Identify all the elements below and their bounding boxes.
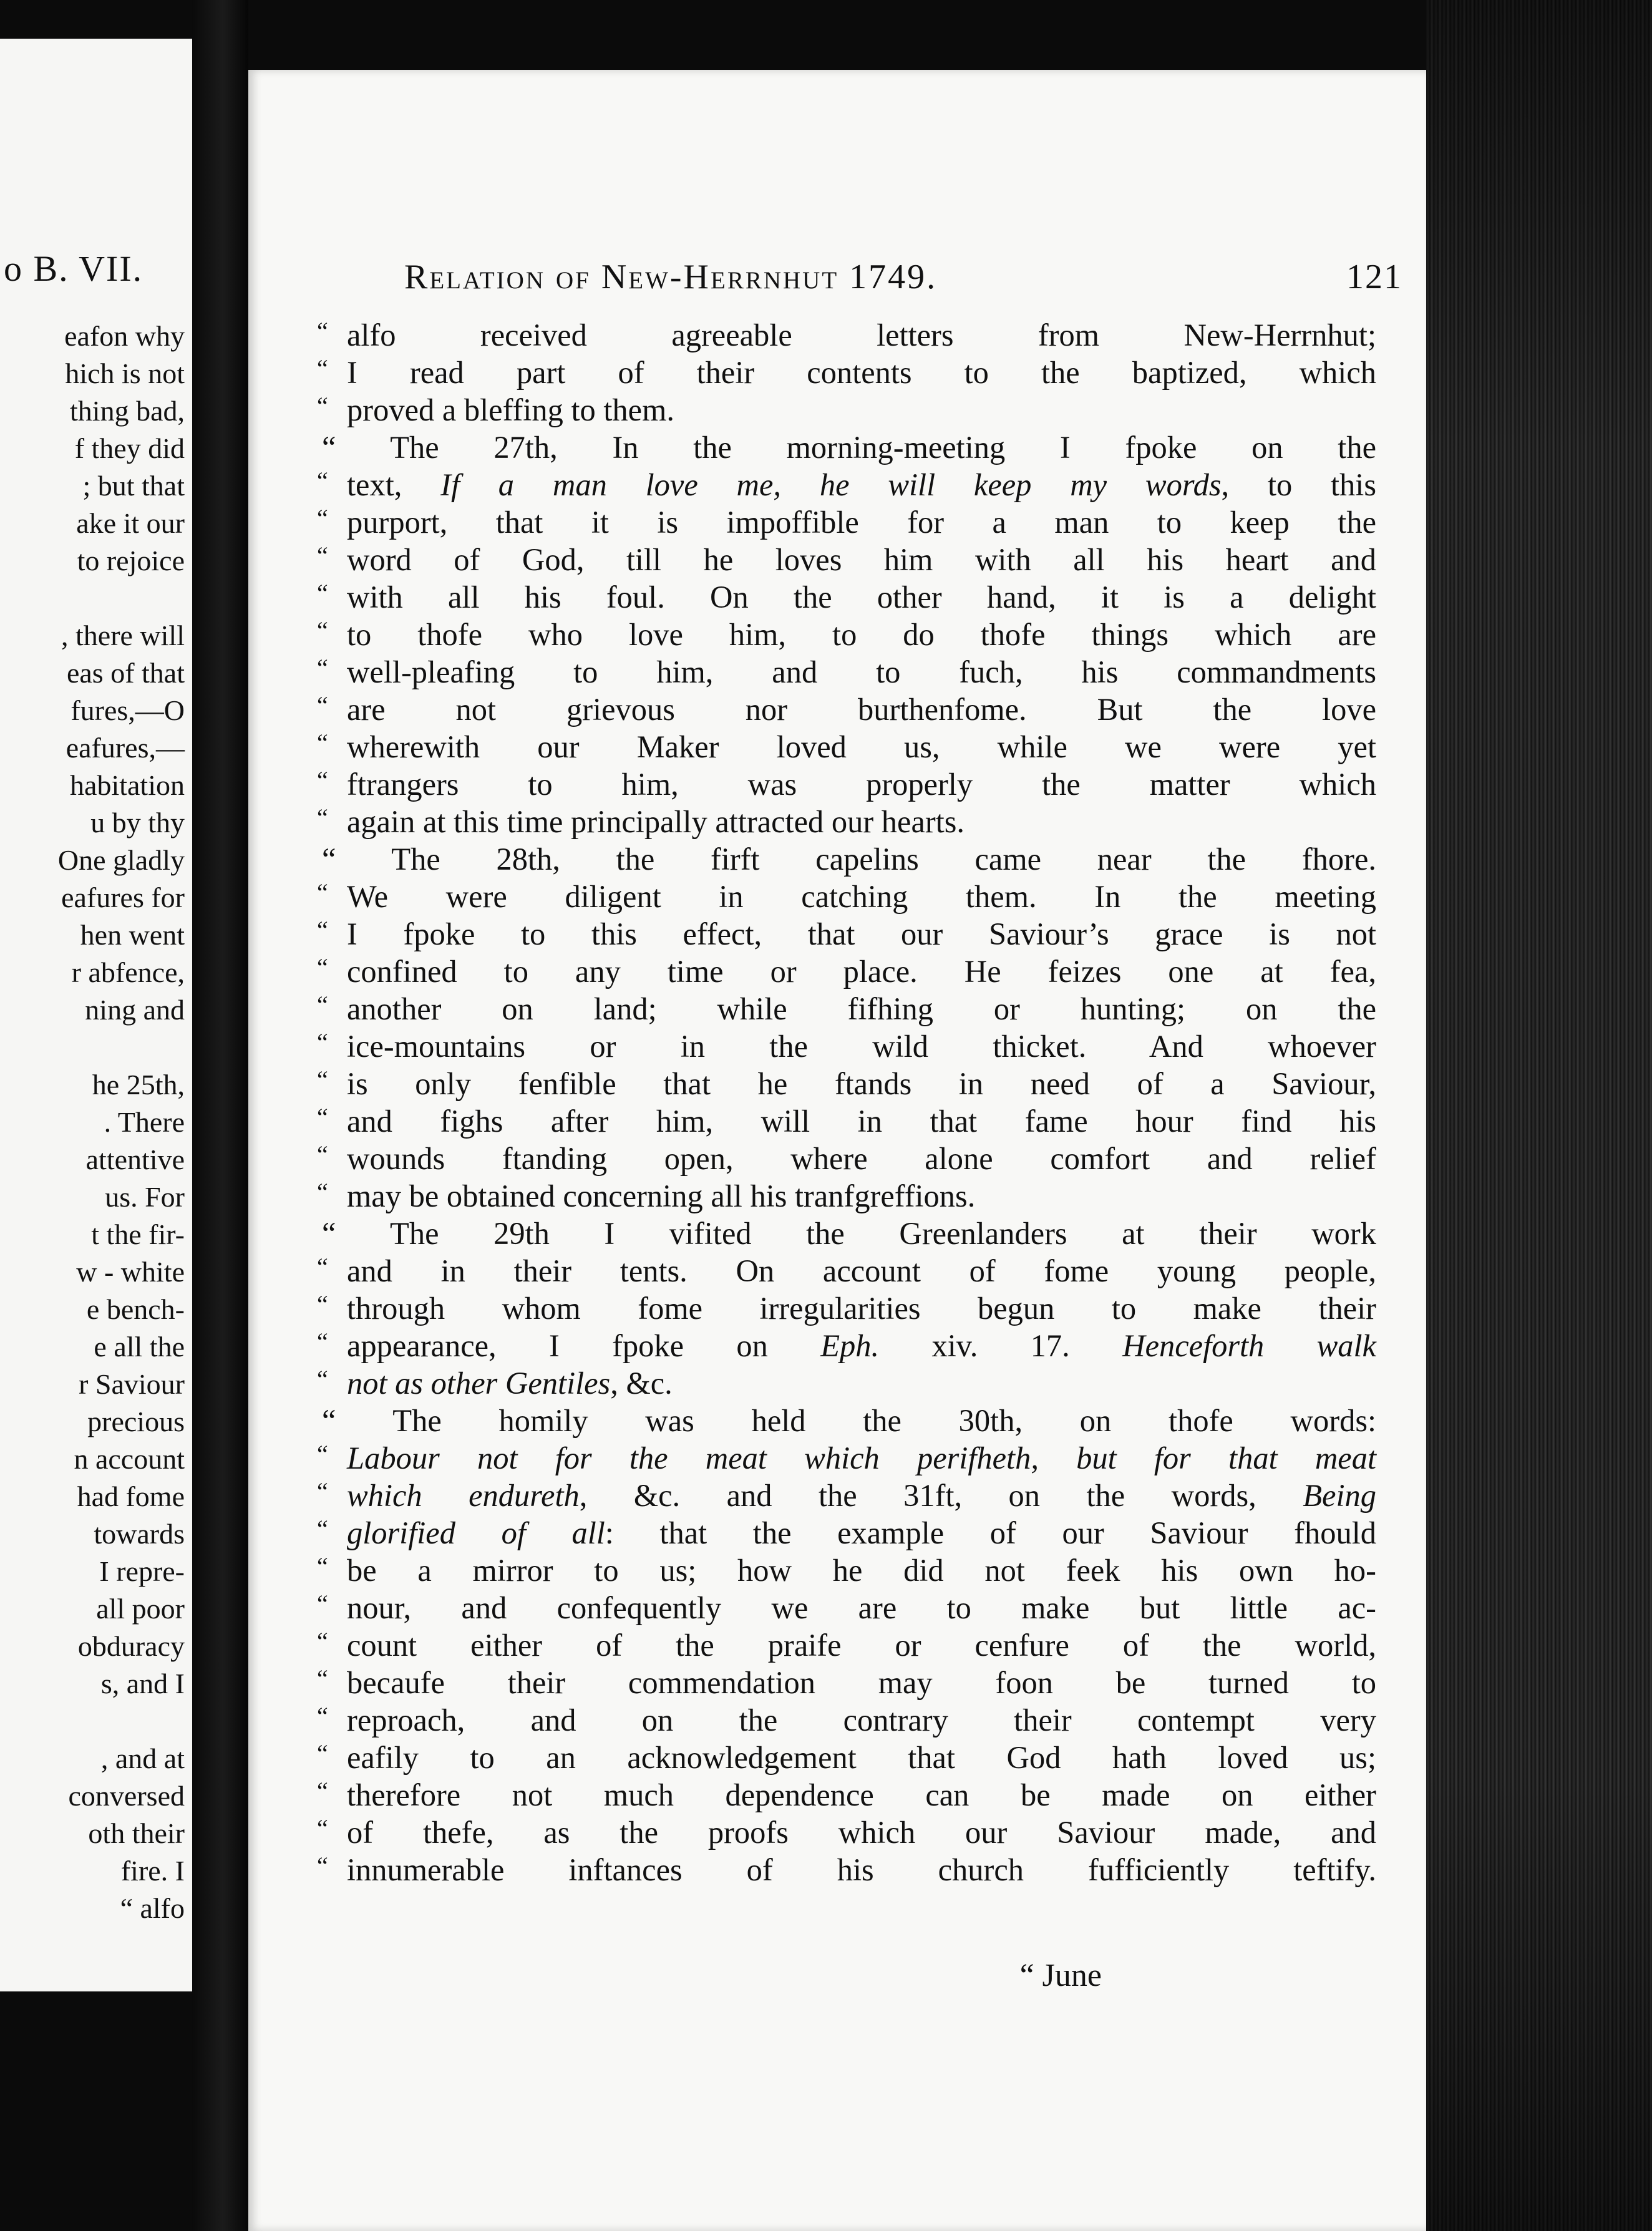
line-segment: proved a bleffing to them.: [347, 392, 674, 427]
quotation-mark: “: [317, 1028, 328, 1056]
line-segment: reproach, and on the contrary their contempt very: [347, 1703, 1376, 1738]
line-segment: is only fenfible that he ftands in need of a Saviour,: [347, 1066, 1376, 1101]
text-line: [317, 1626, 1396, 1664]
line-text: [347, 1739, 1376, 1776]
quotation-mark: “: [317, 579, 328, 607]
text-line: [317, 354, 1396, 391]
text-line: [317, 1402, 1396, 1439]
line-text: [347, 578, 1376, 616]
text-line: [317, 1364, 1396, 1402]
line-segment: I read part of their contents to the baptized, which: [347, 355, 1376, 390]
line-segment: well-pleafing to him, and to fuch, his commandments: [347, 654, 1376, 689]
text-line: [317, 541, 1396, 578]
facing-page-line: conversed: [68, 1780, 185, 1812]
running-header: [404, 257, 1402, 301]
line-text: [347, 541, 1376, 578]
text-line: [317, 1439, 1396, 1477]
line-text: [347, 503, 1376, 541]
line-text: [347, 1626, 1376, 1664]
line-text: [347, 803, 1376, 840]
facing-page-line: us. For: [105, 1181, 185, 1213]
text-line: [317, 990, 1396, 1028]
quotation-mark: “: [317, 953, 328, 981]
quotation-mark: “: [317, 991, 328, 1019]
line-text: [347, 1851, 1376, 1888]
line-text: [347, 616, 1376, 653]
facing-page-line: f they did: [74, 432, 185, 464]
text-line: [317, 1290, 1396, 1327]
facing-page-line: precious: [87, 1406, 185, 1437]
text-line: [317, 1477, 1396, 1514]
facing-page-line: e bench-: [86, 1293, 185, 1325]
quotation-mark: “: [317, 354, 328, 382]
line-text: [347, 953, 1376, 990]
body-text: [317, 316, 1396, 1888]
text-line: [317, 1776, 1396, 1814]
book-gutter: [192, 0, 248, 2231]
line-text: [347, 1514, 1376, 1552]
line-text: [347, 1439, 1376, 1477]
facing-page-line: fures,—O: [70, 694, 185, 726]
line-segment: be a mirror to us; how he did not feek his own ho-: [347, 1553, 1376, 1588]
text-line: [317, 1177, 1396, 1215]
quotation-mark: “: [317, 1814, 328, 1842]
text-line: [317, 766, 1396, 803]
text-line: [317, 503, 1396, 541]
text-line: [317, 878, 1396, 915]
facing-page-line: eafon why: [64, 320, 185, 352]
line-text: [347, 878, 1376, 915]
italic-text: Henceforth walk: [1122, 1328, 1376, 1363]
facing-page-line: ake it our: [76, 507, 185, 539]
line-text: [322, 429, 1376, 466]
quotation-mark: “: [317, 1477, 328, 1505]
text-line: [317, 1851, 1396, 1888]
facing-page-line: fire. I: [120, 1855, 185, 1887]
text-line: [317, 616, 1396, 653]
line-segment: therefore not much dependence can be made on either: [347, 1777, 1376, 1812]
quotation-mark: “: [317, 1328, 328, 1356]
line-text: [347, 728, 1376, 766]
text-line: [317, 1589, 1396, 1626]
quotation-mark: “: [317, 616, 328, 644]
line-segment: “ The 27th, In the morning-meeting I fpoke on the: [322, 430, 1376, 465]
facing-page-line: , there will: [61, 620, 185, 651]
text-line: [317, 429, 1396, 466]
line-text: [347, 391, 1376, 429]
italic-text: Eph.: [820, 1328, 880, 1363]
line-segment: to thofe who love him, to do thofe things which are: [347, 617, 1376, 652]
line-text: [347, 1664, 1376, 1701]
facing-page-line: I repre-: [99, 1555, 185, 1587]
facing-page-line: towards: [94, 1518, 185, 1550]
quotation-mark: “: [317, 766, 328, 794]
quotation-mark: “: [317, 1253, 328, 1281]
quotation-mark: “: [317, 1515, 328, 1543]
quotation-mark: “: [317, 504, 328, 532]
line-segment: through whom fome irregularities begun to make their: [347, 1291, 1376, 1326]
text-line: [317, 1028, 1396, 1065]
quotation-mark: “: [317, 1140, 328, 1169]
facing-page-line: r abfence,: [71, 956, 185, 988]
line-segment: xiv. 17.: [879, 1328, 1123, 1363]
line-segment: innumerable inftances of his church fufficiently teftify.: [347, 1852, 1376, 1887]
line-text: [347, 653, 1376, 691]
text-line: [317, 1102, 1396, 1140]
line-text: [322, 1402, 1376, 1439]
line-segment: “ The 29th I vifited the Greenlanders at their work: [322, 1216, 1376, 1251]
quotation-mark: “: [317, 691, 328, 719]
text-line: [317, 953, 1396, 990]
quotation-mark: “: [317, 1552, 328, 1580]
quotation-mark: “: [317, 1365, 328, 1393]
quotation-mark: “: [317, 1852, 328, 1880]
quotation-mark: “: [317, 878, 328, 906]
facing-page-line: to rejoice: [77, 545, 185, 576]
facing-page-line: eas of that: [66, 657, 185, 689]
facing-page-line: s, and I: [100, 1668, 185, 1699]
line-text: [347, 1477, 1376, 1514]
line-text: [347, 1028, 1376, 1065]
text-line: [317, 1514, 1396, 1552]
line-text: [347, 1327, 1376, 1364]
line-text: [347, 1364, 1376, 1402]
line-segment: with all his foul. On the other hand, it is a delight: [347, 580, 1376, 615]
line-segment: ftrangers to him, was properly the matter which: [347, 767, 1376, 802]
quotation-mark: “: [317, 1440, 328, 1468]
line-segment: purport, that it is impoffible for a man to keep the: [347, 505, 1376, 540]
line-text: [347, 990, 1376, 1028]
text-line: [317, 1739, 1396, 1776]
text-line: [317, 1140, 1396, 1177]
line-segment: ice-mountains or in the wild thicket. And whoever: [347, 1029, 1376, 1064]
text-line: [317, 578, 1396, 616]
quotation-mark: “: [317, 1739, 328, 1767]
line-segment: : that the example of our Saviour fhould: [605, 1515, 1376, 1550]
line-text: [347, 1252, 1376, 1290]
quotation-mark: “: [317, 916, 328, 944]
text-line: [317, 1552, 1396, 1589]
line-segment: alfo received agreeable letters from New-Herrnhut;: [347, 318, 1376, 352]
text-line: [317, 1215, 1396, 1252]
quotation-mark: “: [317, 1103, 328, 1131]
line-segment: wherewith our Maker loved us, while we were yet: [347, 729, 1376, 764]
facing-page-line: ning and: [85, 994, 185, 1026]
text-line: [317, 691, 1396, 728]
quotation-mark: “: [317, 729, 328, 757]
facing-page-line: ; but that: [82, 470, 185, 502]
facing-page-line: One gladly: [57, 844, 185, 876]
italic-text: not as other Gentiles: [347, 1366, 611, 1401]
line-segment: again at this time principally attracted our hearts.: [347, 804, 965, 839]
facing-page-line: all poor: [96, 1593, 185, 1625]
quotation-mark: “: [317, 804, 328, 832]
facing-page-line: n account: [74, 1443, 185, 1475]
line-text: [347, 691, 1376, 728]
facing-page-line: . There: [104, 1106, 185, 1138]
text-line: [317, 1664, 1396, 1701]
quotation-mark: “: [317, 467, 328, 495]
text-line: [317, 391, 1396, 429]
facing-page-line: eafures,—: [66, 732, 185, 764]
line-segment: becaufe their commendation may foon be turned to: [347, 1665, 1376, 1700]
facing-page-line: “ alfo: [120, 1892, 185, 1924]
quotation-mark: “: [317, 654, 328, 682]
text-line: [317, 915, 1396, 953]
line-segment: , &c.: [610, 1366, 673, 1401]
facing-page-line: he 25th,: [92, 1069, 185, 1101]
page-number: 121: [1346, 258, 1402, 296]
line-text: [347, 1552, 1376, 1589]
line-text: [347, 1776, 1376, 1814]
line-segment: wounds ftanding open, where alone comfort and relief: [347, 1141, 1376, 1176]
quotation-mark: “: [317, 392, 328, 420]
line-segment: of thefe, as the proofs which our Saviour made, and: [347, 1815, 1376, 1850]
facing-page-line: eafures for: [61, 882, 185, 913]
line-text: [347, 316, 1376, 354]
facing-page-line: w - white: [76, 1256, 185, 1288]
italic-text: Being: [1303, 1478, 1376, 1513]
quotation-mark: “: [317, 1290, 328, 1318]
line-segment: and fighs after him, will in that fame hour find his: [347, 1104, 1376, 1139]
line-text: [347, 354, 1376, 391]
text-line: [317, 803, 1396, 840]
line-segment: count either of the praife or cenfure of the world,: [347, 1628, 1376, 1663]
line-text: [347, 1102, 1376, 1140]
text-line: [317, 316, 1396, 354]
quotation-mark: “: [317, 1178, 328, 1206]
text-line: [317, 1701, 1396, 1739]
fore-edge-shadow: [1426, 0, 1652, 2231]
facing-page-running-header: o B. VII.: [4, 248, 143, 289]
text-line: [317, 466, 1396, 503]
italic-text: glorified of all: [347, 1515, 605, 1550]
quotation-mark: “: [317, 317, 328, 345]
text-line: [317, 1814, 1396, 1851]
line-text: [347, 915, 1376, 953]
quotation-mark: “: [317, 1590, 328, 1618]
facing-page-line: habitation: [70, 769, 185, 801]
quotation-mark: “: [317, 1777, 328, 1805]
line-segment: We were diligent in catching them. In the meeting: [347, 879, 1376, 914]
line-text: [347, 1701, 1376, 1739]
facing-page-line: attentive: [85, 1144, 185, 1175]
line-segment: I fpoke to this effect, that our Saviour’s grace is not: [347, 916, 1376, 951]
facing-page-line: had fome: [77, 1480, 185, 1512]
line-segment: confined to any time or place. He feizes one at fea,: [347, 954, 1376, 989]
line-segment: , &c. and the 31ft, on the words,: [579, 1478, 1303, 1513]
text-line: [317, 653, 1396, 691]
facing-page-line: u by thy: [90, 807, 185, 838]
main-page: [248, 70, 1426, 2231]
line-segment: , to this: [1221, 467, 1376, 502]
line-segment: “ The 28th, the firft capelins came near the fhore.: [322, 842, 1376, 877]
quotation-mark: “: [317, 1627, 328, 1655]
line-text: [347, 766, 1376, 803]
line-segment: nour, and confequently we are to make but little ac-: [347, 1590, 1376, 1625]
line-text: [347, 1065, 1376, 1102]
text-line: [317, 1252, 1396, 1290]
text-line: [317, 728, 1396, 766]
italic-text: which endureth: [347, 1478, 580, 1513]
quotation-mark: “: [317, 1066, 328, 1094]
facing-page-line: r Saviour: [79, 1368, 185, 1400]
line-segment: another on land; while fifhing or hunting; on the: [347, 991, 1376, 1026]
catchword: “ June: [1019, 1958, 1102, 1993]
italic-text: If a man love me, he will keep my words: [440, 467, 1222, 502]
facing-page-line: hen went: [80, 919, 185, 951]
facing-page-line: hich is not: [65, 357, 185, 389]
line-segment: appearance, I fpoke on: [347, 1328, 821, 1363]
line-text: [347, 1140, 1376, 1177]
italic-text: Labour not for the meat which perifheth, but for that meat: [347, 1441, 1376, 1475]
facing-page-line: , and at: [100, 1743, 185, 1774]
line-text: [347, 1290, 1376, 1327]
text-line: [317, 840, 1396, 878]
line-segment: text,: [347, 467, 441, 502]
facing-page-line: oth their: [88, 1817, 185, 1849]
line-text: [322, 1215, 1376, 1252]
facing-page-left: [0, 39, 192, 1991]
text-line: [317, 1327, 1396, 1364]
line-segment: eafily to an acknowledgement that God hath loved us;: [347, 1740, 1376, 1775]
facing-page-line: obduracy: [77, 1630, 185, 1662]
line-segment: and in their tents. On account of fome young people,: [347, 1253, 1376, 1288]
line-segment: “ The homily was held the 30th, on thofe words:: [322, 1403, 1376, 1438]
facing-page-line: e all the: [94, 1331, 185, 1363]
line-text: [322, 840, 1376, 878]
facing-page-line: thing bad,: [70, 395, 185, 427]
line-text: [347, 1589, 1376, 1626]
line-segment: may be obtained concerning all his tranfgreffions.: [347, 1179, 976, 1213]
text-line: [317, 1065, 1396, 1102]
quotation-mark: “: [317, 1702, 328, 1730]
line-segment: word of God, till he loves him with all his heart and: [347, 542, 1376, 577]
facing-page-line: t the fir-: [91, 1218, 185, 1250]
running-header-title: Relation of New-Herrnhut 1749.: [404, 258, 938, 296]
line-text: [347, 466, 1376, 503]
quotation-mark: “: [317, 1665, 328, 1693]
line-text: [347, 1814, 1376, 1851]
quotation-mark: “: [317, 542, 328, 570]
line-text: [347, 1177, 1376, 1215]
line-segment: are not grievous nor burthenfome. But the love: [347, 692, 1376, 727]
